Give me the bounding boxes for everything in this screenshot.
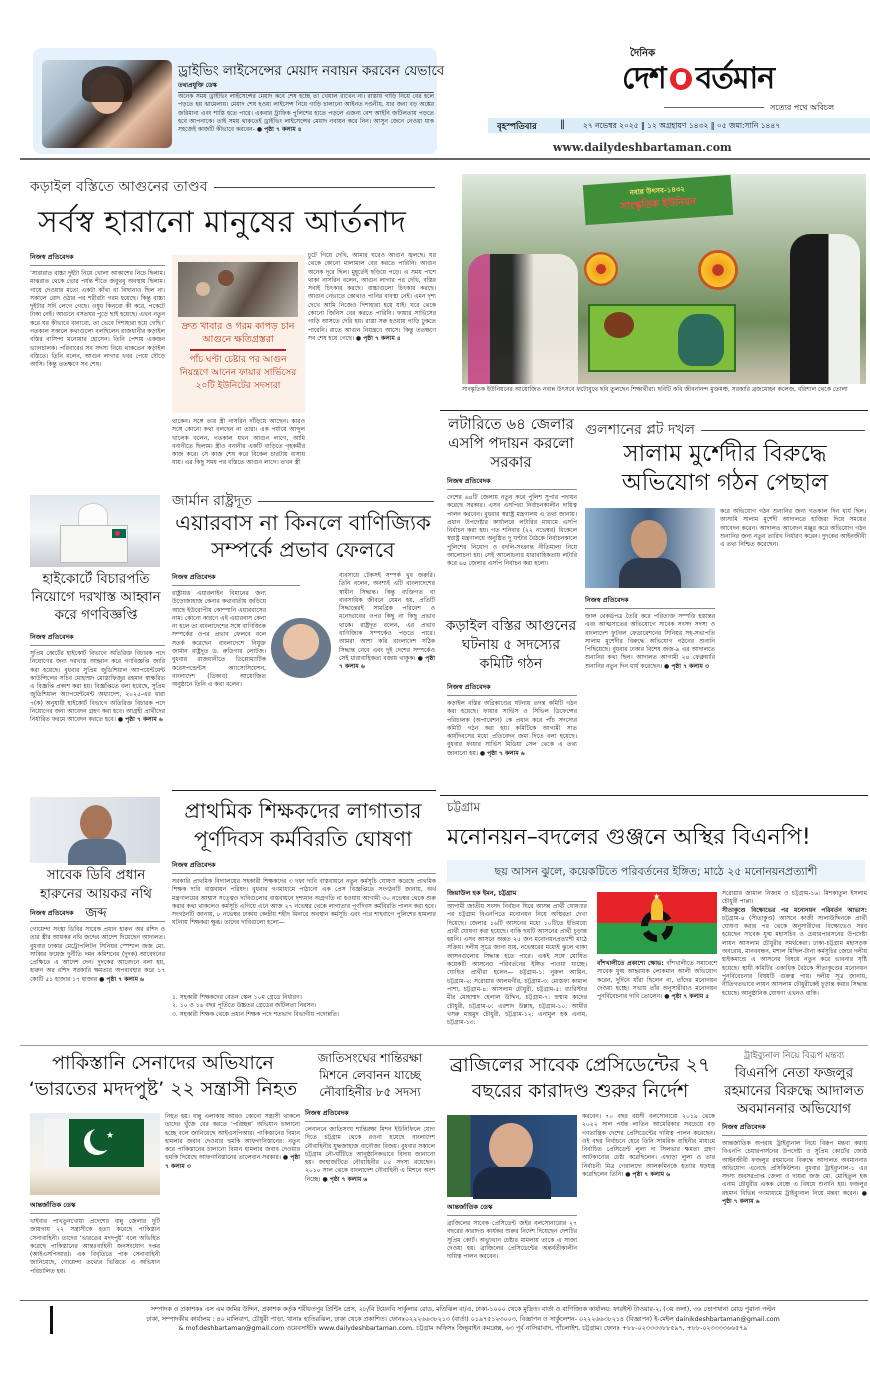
website-url[interactable]: www.dailydeshbartaman.com [553, 141, 732, 154]
harun-col [30, 908, 165, 1042]
teachers-demand-1: ১. সহকারী শিক্ষকদের বেতন স্কেল ১০ম গ্রেডে নির্ধারণ। [172, 994, 302, 1001]
teaser-byline: তথ্যপ্রযুক্তি ডেস্ক [178, 80, 434, 93]
teachers-col [172, 860, 436, 1019]
salam-col [585, 595, 715, 779]
lead-body-col3 [308, 252, 436, 468]
un-body [305, 1126, 435, 1298]
footer-imprint [60, 1305, 866, 1334]
lead-body-col2: থাকেন। সঙ্গে তার স্ত্রী নাসরিন দাঁড়িয়ে আছেন। কারও সঙ্গে কোনো কথা বলছেন না তারা। এক পর্যায়ে আব্দুল খালেক বলেন, গতকাল যখন আগুন লাগে, আমি বনানীতে ছিলাম। স্ত্রীও বনানীর একটি বাড়িতে গৃহকর্মীর কাজ করে। সে কাজ শেষ করে বিকেল চারটায় বাসায় যায়। এর কিছু সময় পর বস্তিতে আগুন লাগে। তখন স্ত্রী [172, 418, 305, 467]
lead-kicker [30, 175, 435, 199]
highcourt-byline: নিজস্ব প্রতিবেদক [30, 632, 165, 646]
festival-painted-board [588, 304, 736, 372]
salam-body-right: করে অভিযোগ গঠন শুনানির জন্য গতকাল দিন ধার্য ছিল। আসামি সালাম মুর্শেদী আদালতে হাজিরা দিয়ে সময়ের আবেদন করেন। আদালত আবেদন মঞ্জুর করে অভিযোগ গঠন শুনানির জন্য নতুন তারিখ নির্ধারণ করেন। দুদকের আইনজীবী এ তথ্য নিশ্চিত করেছেন। [720, 508, 866, 549]
un-body-text: লেবাননে জাতিসংঘ শান্তিরক্ষা মিশন ইউনিফিলে যোগ দিতে চট্টগ্রাম থেকে রওনা হয়েছে বাংলাদেশ নৌবাহিনীর যুদ্ধজাহাজ বানৌজা বিজয়। বুধবার সকালে চট্টগ্রাম নৌ-ঘাঁটিতে আনুষ্ঠানিকভাবে বিদায় জানানো হয়। জাহাজটিতে নৌবাহিনীর ৮৫ সদস্য রয়েছেন। ২০১০ সাল থেকে বাংলাদেশ নৌবাহিনী এ মিশনে অংশ নিচ্ছে। [305, 1126, 435, 1183]
bnp-byline: জিয়াউল হক ইমন, চট্টগ্রাম [447, 888, 587, 902]
teaser-headline[interactable]: ড্রাইভিং লাইসেন্সের মেয়াদ নবায়ন করবেন যেভাবে [178, 63, 445, 79]
korail-committee-headline[interactable]: কড়াইল বস্তির আগুনের ঘটনায় ৫ সদস্যের কমিটি গঠন [445, 618, 577, 672]
masthead-rule [664, 107, 764, 108]
airbus-byline: নিজস্ব প্রতিবেদক [172, 572, 300, 586]
highcourt-col [30, 632, 165, 783]
bnp-body-lower [597, 960, 717, 1035]
nabanna-festival-photo [462, 174, 866, 384]
bnp-continued[interactable]: ● পৃষ্ঠা ৭ কলাম ৫ [664, 993, 710, 1001]
bnp-section-label: চট্টগ্রাম [447, 800, 481, 814]
lead-headline[interactable]: সর্বস্ব হারানো মানুষের আর্তনাদ [38, 205, 407, 240]
lead-col1 [30, 252, 165, 478]
pakistan-col [30, 1200, 160, 1301]
photo-bottom-rule [440, 410, 868, 411]
footer-line-1: সম্পাদক ও প্রকাশকঃ এস এম জমির উদ্দিন, প্রকাশক কর্তৃক শরীয়তপুর প্রিন্টিং প্রেস, ২৮/বি টয়েনবি সার্কুলার রোড, মতিঝিল বা/এ, ঢাকা-১০০০ থেকে মুদ্রিত। বার্তা ও বাণিজ্যিক কার্যালয়: ফারইস্ট টাওয়ার-২, (৩য় তলা), ৩৬ তোপখানা রোড পুরানা পল্টন [150, 1306, 776, 1313]
festival-banner [583, 175, 733, 225]
bnp-body-sub1: চট্টগ্রাম-৪ (সীতাকুণ্ড) আসনে কাজী সালাউদ্দিনকে প্রার্থী ঘোষণা করার পর থেকে অনুসারীদের বিক্ষোভেও সরব হয়েছেন সাবেক যুগ্ম মহাসচিব ও চেয়ারপারসনের উপদেষ্টা লায়ন আসলাম চৌধুরীর সমর্থকেরা। ঢাকা-চট্টগ্রাম মহাসড়ক অবরোধ, মানববন্ধন, মশাল মিছিল-টানা কর্মসূচির জেরে দলীয় হাইকমান্ডে এ আসনের বিষয়ে নতুন করে ভাবনার সৃষ্টি হয়েছে। স্থায়ী কমিটির একাধিক বৈঠকে সীতাকুণ্ডের মনোনয়ন পুনর্বিবেচনার বিষয়টি গুরুত্ব পায়। দলীয় সূত্র জানায়, নীতিগতভাবে লায়ন আসলাম চৌধুরীকেই চূড়ান্ত করার সিদ্ধান্ত হয়েছে। আনুষ্ঠানিক ঘোষণা এখনও বাকি। [722, 914, 867, 997]
date-line: ২৭ নভেম্বর ২০২৫ ‖ ১২ অগ্রহায়ণ ১৪৩২ ‖ ০৫ জমা:সানি ১৪৪৭ [583, 121, 781, 130]
salam-kicker [585, 418, 865, 442]
bnp-sub1: সীতাকুণ্ডে বিক্ষোভের পর মনোনয়ন পরিবর্তন আভাস: [722, 906, 867, 914]
teachers-headline[interactable]: প্রাথমিক শিক্ষকদের লাগাতার পূর্ণদিবস কর্মবিরতি ঘোষণা [184, 799, 422, 851]
fazlur-body-text: আন্তর্জাতিক অপরাধ ট্রাইব্যুনাল নিয়ে বিরূপ মন্তব্য করায় বিএনপি চেয়ারপার্সনের উপদেষ্টা ও সুপ্রিম কোর্টের জ্যেষ্ঠ আইনজীবী ফজলুর রহমানের বিরুদ্ধে আদালত অবমাননার অভিযোগ এনেছে প্রসিকিউশন। বুধবার ট্রাইব্যুনাল-১ এর সদস্য অবসরপ্রাপ্ত জেলা ও দায়রা জজ মো. মোহিতুল হক এনাম চৌধুরীর একক বেঞ্চে এ বিষয়ে শুনানি হয়। ফজলুর রহমান বিভিন্ন গণমাধ্যমে ট্রাইব্যুনাল নিয়ে মন্তব্য করেন। [722, 1140, 867, 1197]
bnp-paddy-icon [651, 898, 663, 920]
bnp-body-right-text: সরোয়ার জামাল নিজাম ও চট্টগ্রাম-১৬: মিশকাতুল ইসলাম চৌধুরী পাপ্পা। [722, 890, 867, 906]
salam-body [585, 613, 715, 779]
footer-bar-mark [50, 1306, 53, 1334]
festival-mandala-right [698, 250, 738, 290]
pakistan-body-right [165, 1113, 300, 1293]
bnp-body: আগামী জাতীয় সংসদ নির্বাচন ঘিরে আসন্ন প্রার্থী ঘোষণার পর চট্টগ্রাম বিএনপিতে মনোনয়ন নিয়ে অস্থিরতা দেখা দিয়েছে। জেলার ১৬টি আসনের মধ্যে ১০টিতে ইতিমধ্যে প্রার্থী ঘোষণা করা হয়েছে। বাকি ছয়টি আসনের প্রার্থী চূড়ান্ত হয়নি। এসব আসনে অন্তত ২৫ জন মনোনয়নপ্রত্যাশী মাঠে সক্রিয়। দলীয় সূত্রে জানা যায়, নভেম্বরের মধ্যেই ঝুলে থাকা আসনগুলোর সিদ্ধান্ত হতে পারে। একই সঙ্গে ঘোষিত কয়েকটি আসনেও পরিবর্তনের ইঙ্গিত পাওয়া যাচ্ছে। ঘোষিত প্রার্থীরা হলেন— চট্টগ্রাম-১: নুরুল আমিন, চট্টগ্রাম-২: সরোয়ার আলমগীর, চট্টগ্রাম-৩: মোস্তফা কামাল পাশা, চট্টগ্রাম-৪: আসলাম চৌধুরী, চট্টগ্রাম-৫: ব্যারিস্টার মীর মোহাম্মদ হেলাল উদ্দিন, চট্টগ্রাম-৭: হুম্মাম কাদের চৌধুরী, চট্টগ্রাম-৮: এরশাদ উল্লাহ, চট্টগ্রাম-১০: আমীর খসরু মাহমুদ চৌধুরী, চট্টগ্রাম-১২: এনামুল হক এনাম, চট্টগ্রাম-১৩: [447, 903, 587, 1027]
footer-line-3: & mof.deshbartaman@gmail.com ওয়েবসাইটঃ www.dailydeshbartaman.com. চট্টগ্রাম অফিসঃ জিন্নুরাইন কমপ্লেক্স, ৬৩ পূর্ব নাসিরাবাদ, পাঁচলাইশ, চট্টগ্রাম। ফোনঃ +৮৮-০২৩৩৩৩৮৮৫৯৭, +৮৮-০২৩৩৩৩৬৬৫৭৯ [178, 1325, 748, 1332]
harun-body [30, 926, 165, 1042]
date-divider: ‖ [560, 119, 565, 130]
highcourt-body [30, 650, 165, 783]
fazlur-col [722, 1122, 867, 1298]
bangladesh-flag-icon [112, 529, 126, 538]
un-byline: নিজস্ব প্রতিবেদক [305, 1108, 435, 1122]
bangladesh-map-emblem-icon [670, 68, 692, 90]
festival-banner-title: সাংস্কৃতিক ইউনিয়ন [620, 196, 697, 213]
teachers-demand-3: ৩. সহকারী শিক্ষক থেকে প্রধান শিক্ষক পদে শতভাগ বিভাগীয় পদোন্নতি। [172, 1010, 340, 1018]
bnp-flag-image [597, 892, 717, 954]
footer-top-rule [20, 1300, 868, 1301]
brazil-body: ব্রাজিলের সাবেক প্রেসিডেন্ট জইর বলসোনারোর ২৭ বছরের কারাদণ্ড কার্যকর শুরুর নির্দেশ দিয়েছেন দেশটির সুপ্রিম কোর্ট। অভ্যুত্থান চেষ্টার মামলায় তাকে এ সাজা দেওয়া হয়। ব্রাজিলের প্রেসিডেন্টের অন্তর্বর্তীকালীন দায়িত্ব পালন করবেন। [447, 1220, 577, 1261]
german-ambassador-photo [269, 616, 333, 680]
salam-body-text: জাল রেকর্ডপত্র তৈরি করে পরিত্যক্ত সম্পত্তি হস্তান্তর এবং আত্মসাতের অভিযোগে সাবেক সংসদ সদস্য ও বাংলাদেশ ফুটবল ফেডারেশনের সিনিয়র সহ-সভাপতি সালাম মুর্শেদীর বিরুদ্ধে অভিযোগ গঠনের শুনানি পিছিয়েছে। বুধবার ঢাকার বিশেষ জজ-৯ এর আদালতে শুনানির কথা ছিল। আদালত আগামী ২৪ ফেব্রুয়ারি শুনানির নতুন দিন ধার্য করেছেন। [585, 613, 715, 670]
lead-body-col1: ‘সারারাত বাচ্চা দুইটা নিয়ে খোলা আকাশের নিচে ছিলাম। মাঝরাত থেকে ভোর পর্যন্ত শীতে জবুথবু অবস্থায় ছিলাম। গায়ে দেওয়ার মতো একটা কাঁথা বা বিছানাও ছিল না। সকালে রোদ ওঠার পর শরীরটা গরম হয়েছে। কিন্তু বাচ্চা দুইটার সর্দি লেগে গেছে। ওষুধ কিনবো কী করে, পকেটে টাকা নেই। আগুনে বসতঘর পুড়ে ছাই হয়েছে। এখন নতুন করে ঘর কীভাবে বানাবো, তা ভেবে দিশাহারা হয়ে গেছি।’ গতকাল সকালে কথাগুলো বলছিলেন রাজধানীর কড়াইল বস্তির বাসিন্দা মনোয়ার হোসেন। তিনি পেশায় একজন ভ্যানচালক। পরিবারের সব সদস্য নিয়ে থাকতেন কড়াইল বস্তিতে। তিনি বলেন, আগুন লাগার খবর পেয়ে দৌড়ে আসি। কিন্তু ততক্ষণে সব শেষ। [30, 270, 165, 369]
lead-byline: নিজস্ব প্রতিবেদক [30, 252, 165, 266]
un-continued[interactable]: ● পৃষ্ঠা ৭ কলাম ৬ [322, 1175, 368, 1183]
masthead-tagline: সত্যের পথে অবিচল [770, 103, 835, 112]
highcourt-headline[interactable]: হাইকোর্টে বিচারপতি নিয়োগে দরখাস্ত আহ্বান করে গণবিজ্ঞপ্তি [31, 571, 161, 623]
sidebar-headline[interactable]: দ্রুত খাবার ও গরম কাপড় চান আগুনে ক্ষতিগ্রস্তরা [181, 321, 295, 345]
fazlur-continued[interactable]: ● পৃষ্ঠা ৭ কলাম ৬ [722, 1189, 867, 1206]
pakistan-flag: ★ [44, 1119, 144, 1167]
masthead-prefix: দৈনিক [630, 48, 656, 59]
brazil-byline: আন্তর্জাতিক ডেস্ক [447, 1202, 577, 1216]
masthead-name-right: বর্তমান [695, 60, 775, 96]
mid-column-rule [440, 795, 868, 796]
salam-continued[interactable]: ● পৃষ্ঠা ৭ কলাম ৩ [664, 662, 709, 670]
airbus-continued[interactable]: ● পৃষ্ঠা ৭ কলাম ৬ [339, 654, 435, 671]
salam-headline[interactable]: সালাম মুর্শেদীর বিরুদ্ধে অভিযোগ গঠন পেছাল [621, 441, 829, 496]
airbus-bottom-rule [172, 790, 436, 791]
harun-photo [30, 797, 160, 863]
un-col [305, 1108, 435, 1298]
photo-caption: সাংস্কৃতিক ইউনিয়নের আয়োজিত নবান্ন উৎসবে ফটোবুথে ছবি তুলছেন শিক্ষার্থীরা। ছবিটি কবি জীবনানন্দ মুক্তমঞ্চ, সরকারি ব্রজমোহন কলেজ, বরিশাল থেকে তোলা [462, 386, 848, 393]
bnp-subhead: ছয় আসন ঝুলে, কয়েকটিতে পরিবর্তনের ইঙ্গিত; মাঠে ২৫ মনোনয়নপ্রত্যাশী [494, 865, 818, 878]
salam-kicker-text: গুলশানের প্লট দখল [585, 422, 695, 438]
fire-victim-photo [178, 262, 298, 317]
teaser-body-text: অনেক সময় ড্রাইভিং লাইসেন্সের মেয়াদ কবে শেষ হচ্ছে তা খেয়াল রাখেন না। রাস্তায় গাড়ি নিয়ে বের হলে পড়তে হয় ঝামেলায়। মেয়াদ শেষ হওয়া লাইসেন্স নিয়ে গাড়ি চালানো আইনত দণ্ডনীয়, যার জন্য বড় অঙ্কের জরিমানা এবং শাস্তি হতে পারে। একবার ট্রাফিক পুলিশের হাতে পড়লে এজন্য বেশ আইনি জটিলতায় পড়তে হবে আপনাকে। তাই সময় থাকতেই ড্রাইভিং লাইসেন্সের মেয়াদ নবায়ন করে নিন। আসুন জেনে নেওয়া যাক সহজেই কাজটি কীভাবে করবেন- [178, 93, 434, 134]
bnp-star-icon: ★ [653, 892, 661, 901]
fazlur-kicker: ট্রাইব্যুনাল নিয়ে বিরূপ মন্তব্য [743, 1051, 845, 1061]
sp-col [447, 476, 577, 618]
footer-line-2: ঢাকা, সম্পাদকীয় কার্যালয় : ৪০ মালিবাগ, চৌধুরী পাড়া, থানাঃ হাতিরঝিল, ঢাকা থেকে প্রকাশিত। ফোনঃ০২২২৬৬৩৮২১৩ (বার্তা) ০১৯৭৫১২৩০০৩, বিজ্ঞাপন ও সার্কুলেশন- ০২২২৬৬৩৮২১৪ (বিজ্ঞাপন) ই-মেইল dainikdeshbartaman@gmail.com [146, 1315, 780, 1323]
un-headline[interactable]: জাতিসংঘের শান্তিরক্ষা মিশনে লেবানন যাচ্ছে নৌবাহিনীর ৮৫ সদস্য [317, 1051, 423, 1099]
salam-byline: নিজস্ব প্রতিবেদক [585, 595, 715, 609]
bnp-headline[interactable]: মনোনয়ন–বদলের গুঞ্জনে অস্থির বিএনপি! [447, 825, 811, 850]
pakistan-body: খাইবার পাখতুনখোয়া প্রদেশের বান্নু জেলার দুটি জায়গায় ২২ সন্ত্রাসীকে হত্যা করেছে পাকিস্তান সেনাবাহিনী। তাদের ‘ভারতের মদদপুষ্ট’ বলে অভিহিত করেছে পাকিস্তানের আন্তঃবাহিনী জনসংযোগ দপ্তর (আইএসপিআর)। এক বিবৃতিতে পাক সেনাবাহিনী জানিয়েছে, গোয়েন্দা তথ্যের ভিত্তিতে এ অভিযান পরিচালিত হয়। [30, 1218, 160, 1275]
masthead-name-left: দেশ [622, 60, 666, 96]
bnp-subhead-band [447, 860, 865, 882]
sidebar-divider [190, 349, 286, 351]
harun-byline: নিজস্ব প্রতিবেদক [30, 908, 165, 922]
korail-committee-text: কড়াইল বস্তির অগ্নিকাণ্ডের ঘটনায় তদন্ত কমিটি গঠন করা হয়েছে। ফায়ার সার্ভিস ও সিভিল ডিফেন্সের পরিচালক (অপারেশন) কে প্রধান করে পাঁচ সদস্যের কমিটি গঠন করা হয়। কমিটিকে আগামী সাত কার্যদিবসের মধ্যে প্রতিবেদন জমা দিতে বলা হয়েছে। বুধবার ফায়ার সার্ভিস মিডিয়া সেল থেকে এ তথ্য জানানো হয়। [447, 700, 577, 757]
pakistan-body-right-text: নিহত হয়। বান্নু এলাকায় আরও কোনো সন্ত্রাসী থাকলে তাদের খুঁজে বের করতে ‘পরিচ্ছন্ন’ অভিযান চালানো হচ্ছে বলে জানিয়েছে আইএসপিআর। পাকিস্তানের বিমান হামলার জবাব দেওয়ার হুমকি আফগানিস্তানের: নতুন করে পাকিস্তানের চালানো বিমান হামলার জবাব দেওয়ার হুমকি দিয়েছে আফগানিস্তানের তালেবান সরকার। [165, 1113, 300, 1162]
airbus-col1 [172, 572, 300, 780]
bnp-sub2: বাঁশখালীতে প্রকাশ্যে ক্ষোভ: [597, 960, 664, 967]
teachers-demand-2: ২. ১০ ও ১৬ বছর পূর্তিতে উচ্চতর গ্রেডের জটিলতা নিরসন। [172, 1002, 317, 1010]
pakistan-byline: আন্তর্জাতিক ডেস্ক [30, 1200, 160, 1214]
airbus-headline[interactable]: এয়ারবাস না কিনলে বাণিজ্যিক সম্পর্কে প্রভাব ফেলবে [175, 511, 431, 562]
teaser-continued[interactable]: ● পৃষ্ঠা ৭ কলাম ৪ [256, 126, 302, 134]
brazil-col [447, 1202, 577, 1303]
bnp-body-right [722, 890, 867, 1035]
brazil-headline[interactable]: ব্রাজিলের সাবেক প্রেসিডেন্টের ২৭ বছরের কারাদণ্ড শুরুর নির্দেশ [449, 1054, 711, 1102]
driver-hair [82, 66, 132, 102]
visitor-figures-right [790, 234, 860, 384]
bolsonaro-photo [447, 1115, 577, 1197]
date-day: বৃহস্পতিবার [497, 122, 537, 132]
airbus-body-col1-text: রাষ্ট্রায়ত্ত এয়ারলাইন বিমানের জন্য উড়োজাহাজ কেনার কথাবার্তায় জড়িয়ে আছে ইউরোপীয় কোম্পানি এয়ারবাসের নাম। কোনো কারণে এই এয়ারবাস কেনা না হলে তা বাংলাদেশের সঙ্গে বাণিজ্যিক সম্পর্কের ওপর প্রভাব ফেলবে বলে সতর্ক করেছেন বাংলাদেশে নিযুক্ত জার্মান রাষ্ট্রদূত ড. রুডিগার লোটজ। বুধবার রাজধানীতে ডিপ্লোম্যাটিক করেসপন্ডেন্টস অ্যাসোসিয়েশন, বাংলাদেশ (ডিকাব) আয়োজিত অনুষ্ঠানে তিনি এ কথা বলেন। [172, 590, 266, 689]
brazil-body-right-text: করবেন। ৭০ বছর বয়সী বলসোনারো ২০১৯ থেকে ২০২২ সাল পর্যন্ত লাতিন আমেরিকার সবচেয়ে বড় গণতান্ত্রিক দেশের প্রেসিডেন্টের দায়িত্ব পালন করেছেন। ওই বছর নির্বাচনে হেরে তিনি সামরিক বাহিনীর মাধ্যমে নির্বাচিত প্রেসিডেন্ট লুলা দা সিলভার ক্ষমতা গ্রহণ আটকানোর চেষ্টা করেছিলেন। এছাড়া লুলা ও তার নির্বাচনী মিত্র গেরালদো আলকমিনকে হত্যার ষড়যন্ত্র করেছিলেন তিনি। [582, 1113, 715, 1179]
airbus-body-col2-text: ব্যবসায়ে টেকসই সম্পর্ক খুব জরুরি। তিনি বলেন, অবশ্যই এটি বাংলাদেশের স্বাধীন সিদ্ধান্ত। কিন্তু ব্যক্তিগত বা ব্যবসায়িক জীবনে যেমন হয়, প্রতিটি সিদ্ধান্তেরই সামগ্রিক পরিবেশ ও মনোভাবের ওপর কিছু না কিছু প্রভাব থাকে। রাষ্ট্রদূত বলেন, এর প্রভাব বাণিজ্যিক সম্পর্কেও পড়তে পারে। আমরা আশা করি বাংলাদেশ সঠিক সিদ্ধান্ত নেবে এবং দুই দেশের সম্পর্কেও সেই ধারাবাহিকতা বজায় থাকুক। [339, 572, 435, 662]
festival-banner-sub: নবান্ন উৎসব-১৪৩২ [629, 185, 686, 197]
sp-byline: নিজস্ব প্রতিবেদক [447, 476, 577, 490]
masthead-bottom-rule [20, 158, 870, 160]
korail-committee-continued[interactable]: ● পৃষ্ঠা ৭ কলাম ৬ [479, 749, 525, 757]
pakistan-flag-photo [30, 1113, 160, 1195]
harun-headline[interactable]: সাবেক ডিবি প্রধান হারুনের আয়কর নথি জব্দ [39, 867, 153, 921]
visitor-figures-left [468, 254, 578, 384]
lower-section-rule [20, 1045, 868, 1046]
highcourt-continued[interactable]: ● পৃষ্ঠা ৭ কলাম ৬ [117, 716, 163, 724]
teachers-byline: নিজস্ব প্রতিবেদক [172, 860, 436, 874]
sidebar-subhead: পাঁচ ঘণ্টা চেষ্টার পর আগুন নিয়ন্ত্রণে আনেন ফায়ার সার্ভিসের ২০টি ইউনিটের সদস্যরা [179, 355, 297, 391]
harun-continued[interactable]: ● পৃষ্ঠা ৭ কলাম ৬ [99, 975, 144, 983]
korail-committee-byline: নিজস্ব প্রতিবেদক [447, 682, 577, 696]
teaser-photo [42, 60, 172, 148]
pakistan-continued[interactable]: ● পৃষ্ঠা ৭ কলাম ৩ [165, 1154, 300, 1170]
sp-headline[interactable]: লটারিতে ৬৪ জেলার এসপি পদায়ন করলো সরকার [448, 415, 574, 471]
fazlur-headline[interactable]: বিএনপি নেতা ফজলুর রহমানের বিরুদ্ধে আদালত অবমাননার অভিযোগ [724, 1065, 864, 1117]
pakistan-headline[interactable]: পাকিস্তানি সেনাদের অভিযানে ‘ভারতের মদদপুষ্ট’ ২২ সন্ত্রাসী নিহত [28, 1052, 298, 1100]
airbus-body-col1 [172, 590, 300, 780]
korail-committee-body [447, 700, 577, 783]
lead-continued[interactable]: ● পৃষ্ঠা ৭ কলাম ৪ [355, 334, 401, 342]
highcourt-body-text: সুপ্রিম কোর্টের হাইকোর্ট বিভাগে অতিরিক্ত বিচারক পদে নিয়োগের জন্য দরখাস্ত আহ্বান করে গণবিজ্ঞপ্তি জারি করা হয়েছে। বুধবার সুপ্রিম জুডিশিয়াল অ্যাপয়েন্টমেন্ট কাউন্সিলের সচিব মোহাম্মদ মোস্তাফিজুর রহমান স্বাক্ষরিত এ বিজ্ঞপ্তি প্রকাশ করা হয়। বিজ্ঞপ্তিতে বলা হয়েছে, সুপ্রিম জুডিশিয়াল অ্যাপয়েন্টমেন্ট অধ্যাদেশ, ২০২৫-এর ধারা ৭(ক) অনুযায়ী হাইকোর্ট বিভাগে অতিরিক্ত বিচারক পদে নিয়োগের জন্য আবেদন গ্রহণ করা হবে। আগ্রহী প্রার্থীদের নির্ধারিত ফরমে আবেদন করতে হবে। [30, 650, 165, 724]
lead-kicker-text: কড়াইল বস্তিতে আগুনের তাণ্ডব [30, 179, 208, 195]
sp-body: দেশের ৬৪টি জেলায় নতুন করে পুলিশ সুপার পদায়ন করেছে সরকার। এসব এসপিরা নির্বাচনকালীন দায়িত্ব পালন করবেন। বুধবার স্বরাষ্ট্র মন্ত্রণালয় এ তথ্য জানায়। প্রধান উপদেষ্টার কার্যালয়ে লটারির মাধ্যমে এসপি নির্বাচন করা হয়। গত শনিবার (২২ নভেম্বর) বিকেলে স্বরাষ্ট্র মন্ত্রণালয়ে অনুষ্ঠিত দু ঘণ্টার বৈঠকে নির্বাচনকালে পুলিশের নিয়োগ ও বদলি-সংক্রান্ত নীতিমালা নিয়ে আলোচনা হয়। সেই আলোচনার ধারাবাহিকতায় লটারি করে ৬৪ জেলার এসপি নির্বাচন করা হলো। [447, 494, 577, 568]
high-court-photo [30, 495, 160, 567]
fazlur-body [722, 1140, 867, 1298]
bnp-body-sub2: বাঁশখালীতে সমাবেশে সাবেক যুগ্ম আহ্বায়ক লোকমান আলী অভিযোগ করেন, দুর্দিনে যাঁরা ছিলেন না, তাঁদের মনোনয়ন দেওয়া হচ্ছে। সভায় তাঁর অনুসারীরাও মনোনয়ন পুনর্বিবেচনার দাবি তোলেন। [597, 960, 717, 1001]
festival-mandala-left [584, 252, 618, 286]
fazlur-byline: নিজস্ব প্রতিবেদক [722, 1122, 867, 1136]
harun-body-text: গোয়েন্দা সংস্থা ডিবির সাবেক প্রধান হারুন অর রশিদ ও তার স্ত্রীর আয়কর নথি জব্দের আদেশ দিয়েছেন আদালত। বুধবার ঢাকার মেট্রোপলিটন সিনিয়র স্পেশাল জজ মো. সাব্বির ফয়েজ দুর্নীতি দমন কমিশনের (দুদক) আবেদনের প্রেক্ষিতে এ আদেশ দেন। দুদকের আবেদনে বলা হয়, হারুন অর রশিদ সরকারি ক্ষমতার অপব্যবহার করে ১৭ কোটি ৫১ হাজার ১৭ হাজার [30, 926, 165, 983]
brazil-continued[interactable]: ● পৃষ্ঠা ৭ কলাম ৬ [625, 1171, 671, 1179]
lead-body-col3-text: চুটে গিয়ে দেখি, আমার ঘরেও আগুন জ্বলছে। ঘর থেকে কোনো মালামাল বের করতে পারিনি। আগুন অনেক দূরে ছিল। মুহূর্তেই ছড়িয়ে পড়ে। এ সময় পাশে থাকা নাসরিন বলেন, আগুন লাগার পর দেখি, বস্তির সবাই চিৎকার করছে। বাচ্চাগুলো চিৎকার করছে। আগুন নেভাতে কোথাও পানির ব্যবস্থা নেই। এমন দৃশ্য দেখে আমি নিজেও দিশাহারা হয়ে যাই। ঘরে থেকে কোনো জিনিস বের করতে পারিনি। ফায়ার সার্ভিসের গাড়ি আসতে দেরি হয়। রাস্তা সরু হওয়ায় গাড়ি ঢুকতে পারেনি। রাতে আগুন নিয়ন্ত্রণে আসে। কিন্তু ততক্ষণে সব শেষ হয়ে গেছে। [308, 252, 436, 342]
korail-committee-col [447, 682, 577, 783]
masthead-logo[interactable] [622, 60, 862, 98]
airbus-kicker-text: জার্মান রাষ্ট্রদূত [172, 493, 252, 509]
brazil-body-right [582, 1113, 715, 1293]
teaser-body [178, 93, 434, 151]
teachers-body: সরকারি প্রাথমিক বিদ্যালয়ের সহকারী শিক্ষকদের ৩ দফা দাবি বাস্তবায়নে নতুন কর্মসূচি ঘোষণা করেছে প্রাথমিক শিক্ষক দাবি বাস্তবায়ন পরিষদ। বুধবার গণমাধ্যমে পাঠানো এক প্রেস বিজ্ঞপ্তিতে সংগঠনটি জানায়, অর্থ মন্ত্রণালয়ের আশ্বাস সত্ত্বেও দাবিগুলোর বাস্তবায়নে দৃশ্যমান অগ্রগতি না হওয়ায় আগামী ৩০ নভেম্বর থেকে শুরু করার কথা থাকলেও কর্মসূচি এগিয়ে এনে আজ ২৭ নভেম্বর থেকে লাগাতার পূর্ণদিবস কর্মবিরতি পালন করা হবে। সংগঠনটি জানায়, ৮ নভেম্বর ঢাকায় কেন্দ্রীয় শহীদ মিনারে অবস্থান কর্মসূচি এবং পরে শাহবাগে পুলিশের হামলার ঘটনায় শিক্ষকরা ক্ষুব্ধ। তাদের দাবিগুলো হলো— [172, 878, 436, 927]
salam-murshedi-photo [585, 508, 715, 588]
